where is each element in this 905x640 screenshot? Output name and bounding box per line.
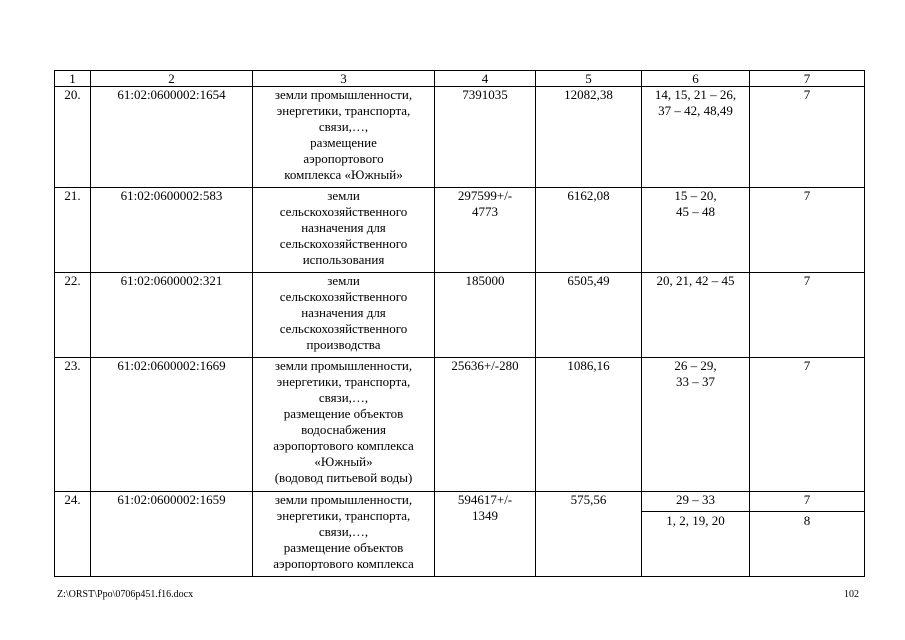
category-line: земли: [327, 188, 360, 203]
table-row: [55, 273, 865, 358]
column-7-line: 8: [803, 513, 811, 528]
category-line: аэропортового комплекса: [273, 438, 414, 453]
points-line: 20, 21, 42 – 45: [656, 273, 735, 288]
category-line: производства: [306, 337, 381, 352]
category-line: назначения для: [301, 305, 386, 320]
category-line: земли промышленности,: [274, 492, 413, 507]
cadastral-value: 575,56: [536, 492, 642, 577]
area-value: [435, 492, 536, 577]
land-category: [253, 188, 435, 273]
row-number: 21.: [55, 188, 91, 273]
header-cell: 5: [536, 71, 642, 87]
category-line: сельскохозяйственного: [279, 321, 408, 336]
cadastral-number: 61:02:0600002:321: [91, 273, 253, 358]
land-category: [253, 358, 435, 492]
table-row: [55, 188, 865, 273]
file-path: Z:\ORST\Ppo\0706p451.f16.docx: [57, 589, 194, 600]
category-line: размещение объектов: [283, 540, 404, 555]
column-7-value: 7: [750, 188, 865, 273]
boundary-points: [642, 358, 750, 492]
category-line: связи,…,: [318, 119, 369, 134]
cadastral-number: 61:02:0600002:1654: [91, 87, 253, 188]
area-line: 25636+/-280: [451, 358, 519, 373]
area-line: 1349: [472, 508, 498, 523]
column-7-line: 7: [750, 492, 864, 512]
cadastral-number: 61:02:0600002:1669: [91, 358, 253, 492]
cadastral-value: 6162,08: [536, 188, 642, 273]
row-number: 23.: [55, 358, 91, 492]
area-value: [435, 273, 536, 358]
area-value: [435, 87, 536, 188]
points-line: 45 – 48: [676, 204, 715, 219]
cadastral-number: 61:02:0600002:1659: [91, 492, 253, 577]
category-line: размещение: [310, 135, 377, 150]
boundary-points: [642, 87, 750, 188]
header-cell: 3: [253, 71, 435, 87]
category-line: связи,…,: [318, 390, 369, 405]
header-cell: 4: [435, 71, 536, 87]
category-line: связи,…,: [318, 524, 369, 539]
cadastral-number: 61:02:0600002:583: [91, 188, 253, 273]
table-header-row: [55, 71, 865, 87]
points-line: 37 – 42, 48,49: [658, 103, 733, 118]
land-category: [253, 87, 435, 188]
category-line: аэропортового комплекса: [273, 556, 414, 571]
area-value: [435, 358, 536, 492]
points-line: 29 – 33: [642, 492, 749, 512]
cadastral-value: 12082,38: [536, 87, 642, 188]
category-line: назначения для: [301, 220, 386, 235]
category-line: комплекса «Южный»: [284, 167, 403, 182]
area-line: 297599+/-: [457, 188, 513, 203]
points-line: 26 – 29,: [674, 358, 717, 373]
header-cell: 2: [91, 71, 253, 87]
category-line: использования: [302, 252, 385, 267]
column-7-value: 7: [750, 273, 865, 358]
category-line: аэропортового: [303, 151, 384, 166]
boundary-points: [642, 492, 750, 577]
category-line: земли промышленности,: [274, 358, 413, 373]
category-line: энергетики, транспорта,: [276, 374, 411, 389]
row-number: 22.: [55, 273, 91, 358]
header-cell: 6: [642, 71, 750, 87]
points-line: 15 – 20,: [674, 188, 717, 203]
area-value: [435, 188, 536, 273]
row-number: 24.: [55, 492, 91, 577]
table-row: [55, 358, 865, 492]
category-line: водоснабжения: [301, 422, 386, 437]
category-line: сельскохозяйственного: [279, 204, 408, 219]
category-line: земли: [327, 273, 360, 288]
category-line: сельскохозяйственного: [279, 289, 408, 304]
points-line: 33 – 37: [676, 374, 715, 389]
category-line: (водовод питьевой воды): [274, 470, 413, 485]
column-7-value: 7: [750, 358, 865, 492]
land-category: [253, 273, 435, 358]
cadastral-value: 6505,49: [536, 273, 642, 358]
area-line: 4773: [472, 204, 498, 219]
column-7-value: 7: [750, 87, 865, 188]
category-line: размещение объектов: [283, 406, 404, 421]
table-row: [55, 492, 865, 577]
header-cell: 1: [55, 71, 91, 87]
cadastral-value: 1086,16: [536, 358, 642, 492]
category-line: земли промышленности,: [274, 87, 413, 102]
category-line: «Южный»: [314, 454, 373, 469]
boundary-points: [642, 188, 750, 273]
document-table: [54, 70, 865, 577]
table-row: [55, 87, 865, 188]
category-line: энергетики, транспорта,: [276, 103, 411, 118]
land-category: [253, 492, 435, 577]
boundary-points: [642, 273, 750, 358]
area-line: 185000: [465, 273, 505, 288]
header-cell: 7: [750, 71, 865, 87]
page-number: 102: [844, 589, 859, 600]
area-line: 7391035: [462, 87, 508, 102]
category-line: энергетики, транспорта,: [276, 508, 411, 523]
row-number: 20.: [55, 87, 91, 188]
points-line: 14, 15, 21 – 26,: [654, 87, 737, 102]
area-line: 594617+/-: [457, 492, 513, 507]
column-7-value: [750, 492, 865, 577]
category-line: сельскохозяйственного: [279, 236, 408, 251]
points-line: 1, 2, 19, 20: [666, 513, 725, 528]
